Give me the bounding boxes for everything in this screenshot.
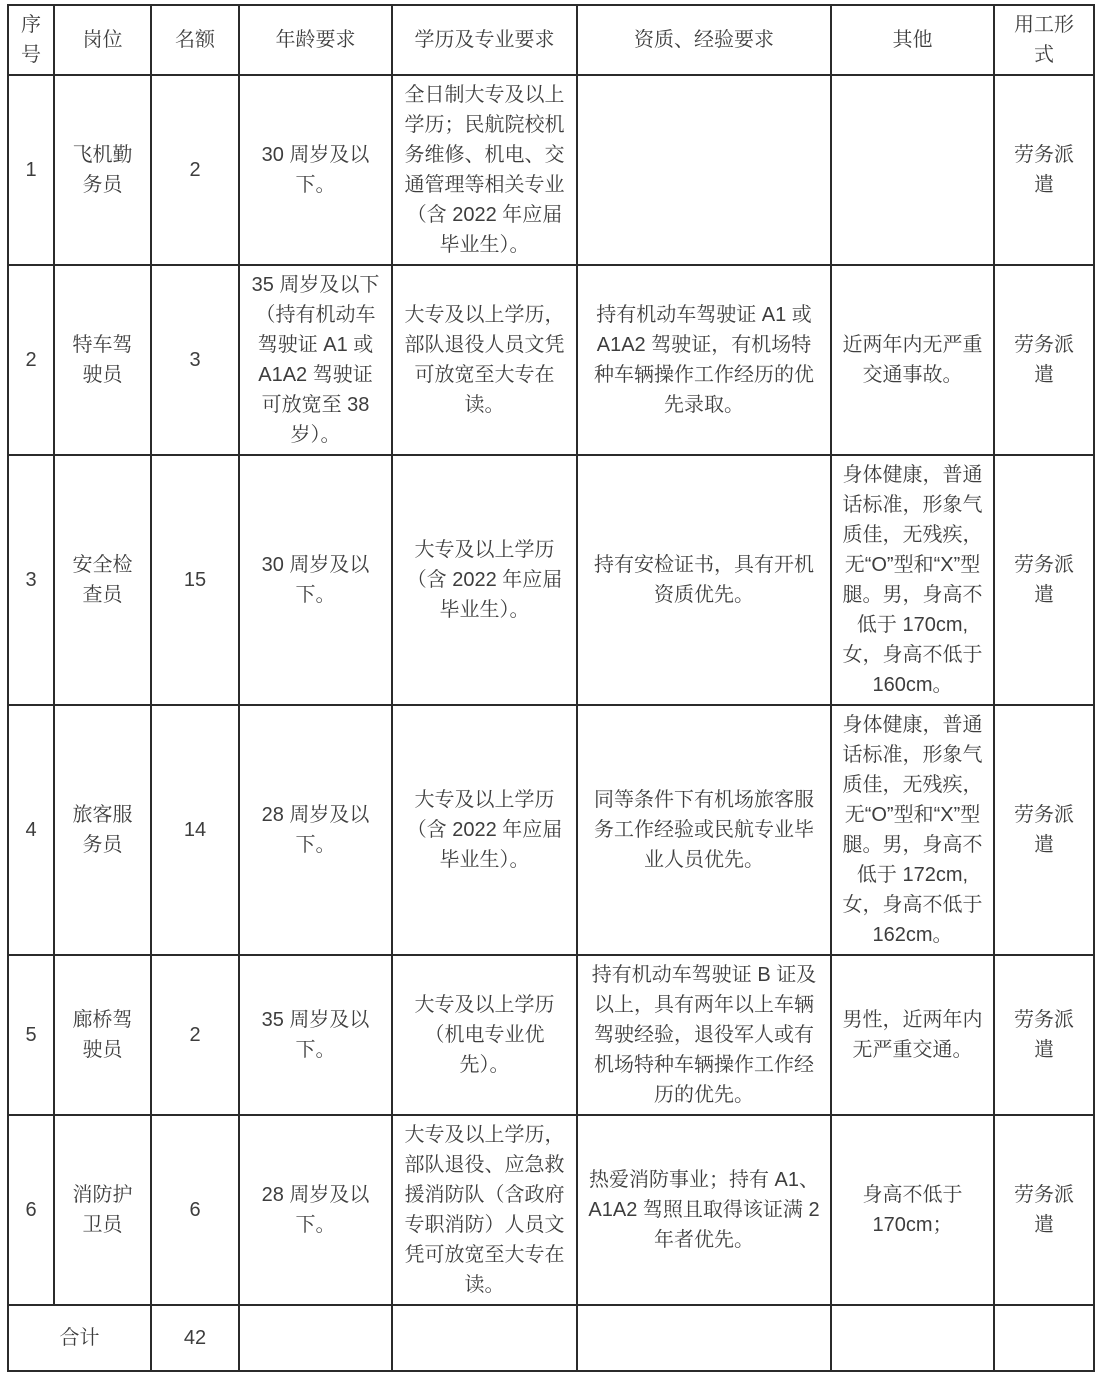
total-empty-age [239,1305,392,1371]
cell-education: 大专及以上学历（机电专业优先）。 [392,955,577,1115]
cell-other [831,75,994,265]
header-age-requirement: 年龄要求 [239,5,392,75]
cell-other: 身体健康，普通话标准，形象气质佳，无残疾，无“O”型和“X”型腿。男，身高不低于 170cm, 女，身高不低于 160cm。 [831,455,994,705]
cell-employment: 劳务派遣 [994,265,1094,455]
cell-education: 大专及以上学历，部队退役、应急救援消防队（含政府专职消防）人员文凭可放宽至大专在读。 [392,1115,577,1305]
total-empty-other [831,1305,994,1371]
cell-education: 全日制大专及以上学历；民航院校机务维修、机电、交通管理等相关专业（含 2022 年应届毕业生）。 [392,75,577,265]
table-row [8,955,1094,1115]
cell-other: 近两年内无严重交通事故。 [831,265,994,455]
cell-quota: 2 [151,955,239,1115]
cell-qualification: 持有安检证书，具有开机资质优先。 [577,455,831,705]
cell-employment: 劳务派遣 [994,75,1094,265]
cell-qualification: 持有机动车驾驶证 B 证及以上，具有两年以上车辆驾驶经验，退役军人或有机场特种车辆操作工作经历的优先。 [577,955,831,1115]
header-employment-type: 用工形式 [994,5,1094,75]
cell-education: 大专及以上学历（含 2022 年应届毕业生）。 [392,455,577,705]
cell-index: 5 [8,955,54,1115]
total-quota: 42 [151,1305,239,1371]
table-row [8,705,1094,955]
cell-position: 飞机勤务员 [54,75,151,265]
cell-quota: 14 [151,705,239,955]
cell-index: 3 [8,455,54,705]
header-index: 序号 [8,5,54,75]
cell-qualification: 持有机动车驾驶证 A1 或 A1A2 驾驶证，有机场特种车辆操作工作经历的优先录取。 [577,265,831,455]
total-empty-employment [994,1305,1094,1371]
header-other: 其他 [831,5,994,75]
cell-quota: 2 [151,75,239,265]
cell-position: 廊桥驾驶员 [54,955,151,1115]
cell-other: 身体健康，普通话标准，形象气质佳，无残疾，无“O”型和“X”型腿。男，身高不低于 172cm, 女，身高不低于 162cm。 [831,705,994,955]
cell-age: 28 周岁及以下。 [239,705,392,955]
header-quota: 名额 [151,5,239,75]
cell-qualification: 热爱消防事业；持有 A1、A1A2 驾照且取得该证满 2 年者优先。 [577,1115,831,1305]
cell-qualification [577,75,831,265]
cell-age: 35 周岁及以下（持有机动车驾驶证 A1 或 A1A2 驾驶证可放宽至 38 岁）。 [239,265,392,455]
cell-position: 安全检查员 [54,455,151,705]
cell-employment: 劳务派遣 [994,705,1094,955]
cell-age: 35 周岁及以下。 [239,955,392,1115]
cell-employment: 劳务派遣 [994,955,1094,1115]
cell-other: 身高不低于 170cm； [831,1115,994,1305]
cell-position: 消防护卫员 [54,1115,151,1305]
cell-position: 特车驾驶员 [54,265,151,455]
cell-quota: 3 [151,265,239,455]
header-row [8,5,1094,75]
table-row [8,265,1094,455]
total-label: 合计 [8,1305,151,1371]
header-education-requirement: 学历及专业要求 [392,5,577,75]
recruitment-table [7,4,1095,1372]
cell-qualification: 同等条件下有机场旅客服务工作经验或民航专业毕业人员优先。 [577,705,831,955]
cell-position: 旅客服务员 [54,705,151,955]
cell-age: 28 周岁及以下。 [239,1115,392,1305]
cell-index: 2 [8,265,54,455]
cell-age: 30 周岁及以下。 [239,75,392,265]
table-row [8,455,1094,705]
cell-education: 大专及以上学历，部队退役人员文凭可放宽至大专在读。 [392,265,577,455]
table-row [8,1115,1094,1305]
total-empty-education [392,1305,577,1371]
header-position: 岗位 [54,5,151,75]
cell-index: 1 [8,75,54,265]
cell-index: 6 [8,1115,54,1305]
header-qualification-experience: 资质、经验要求 [577,5,831,75]
total-row [8,1305,1094,1371]
cell-index: 4 [8,705,54,955]
cell-age: 30 周岁及以下。 [239,455,392,705]
cell-education: 大专及以上学历（含 2022 年应届毕业生）。 [392,705,577,955]
cell-quota: 6 [151,1115,239,1305]
table-row [8,75,1094,265]
cell-quota: 15 [151,455,239,705]
cell-employment: 劳务派遣 [994,455,1094,705]
cell-employment: 劳务派遣 [994,1115,1094,1305]
cell-other: 男性，近两年内无严重交通。 [831,955,994,1115]
total-empty-qualification [577,1305,831,1371]
